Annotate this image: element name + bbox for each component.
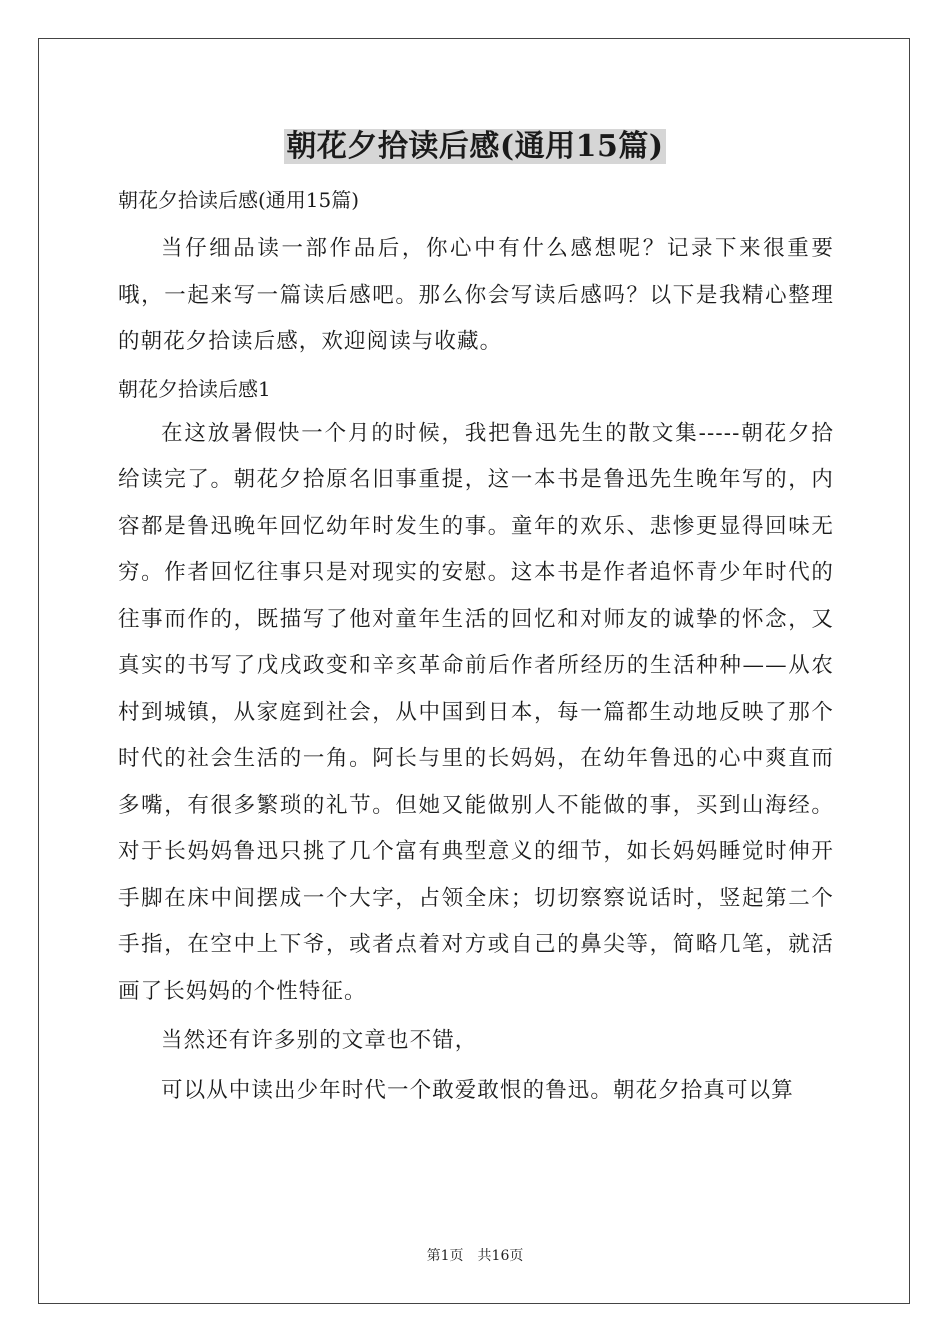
- body-paragraph: 在这放暑假快一个月的时候，我把鲁迅先生的散文集-----朝花夕拾给读完了。朝花夕拾原名旧事重提，这一本书是鲁迅先生晚年写的，内容都是鲁迅晚年回忆幼年时发生的事。童年的欢乐、悲惨更显得回味无穷。作者回忆往事只是对现实的安慰。这本书是作者追怀青少年时代的往事而作的，既描写了他对童年生活的回忆和对师友的诚挚的怀念，又真实的书写了戊戌政变和辛亥革命前后作者所经历的生活种种——从农村到城镇，从家庭到社会，从中国到日本，每一篇都生动地反映了那个时代的社会生活的一角。阿长与里的长妈妈，在幼年鲁迅的心中爽直而多嘴，有很多繁琐的礼节。但她又能做别人不能做的事，买到山海经。对于长妈妈鲁迅只挑了几个富有典型意义的细节，如长妈妈睡觉时伸开手脚在床中间摆成一个大字，占领全床；切切察察说话时，竖起第二个手指，在空中上下爷，或者点着对方或自己的鼻尖等，简略几笔，就活画了长妈妈的个性特征。: [118, 420, 834, 1004]
- page-footer: [0, 1246, 950, 1266]
- body-paragraph: 可以从中读出少年时代一个敢爱敢恨的鲁迅。朝花夕拾真可以算: [161, 1077, 794, 1103]
- document-title: [0, 122, 950, 172]
- document-body: [118, 179, 834, 1114]
- page-number: 第1页: [426, 1248, 464, 1264]
- page-total: 共16页: [477, 1248, 524, 1264]
- intro-paragraph: 当仔细品读一部作品后，你心中有什么感想呢？记录下来很重要哦，一起来写一篇读后感吧。那么你会写读后感吗？以下是我精心整理的朝花夕拾读后感，欢迎阅读与收藏。: [118, 236, 834, 354]
- document-subtitle: 朝花夕拾读后感(通用15篇): [118, 188, 360, 212]
- body-paragraph: 当然还有许多别的文章也不错，: [161, 1028, 478, 1053]
- document-title-text: 朝花夕拾读后感(通用15篇): [286, 129, 664, 164]
- section-heading: 朝花夕拾读后感1: [118, 376, 271, 401]
